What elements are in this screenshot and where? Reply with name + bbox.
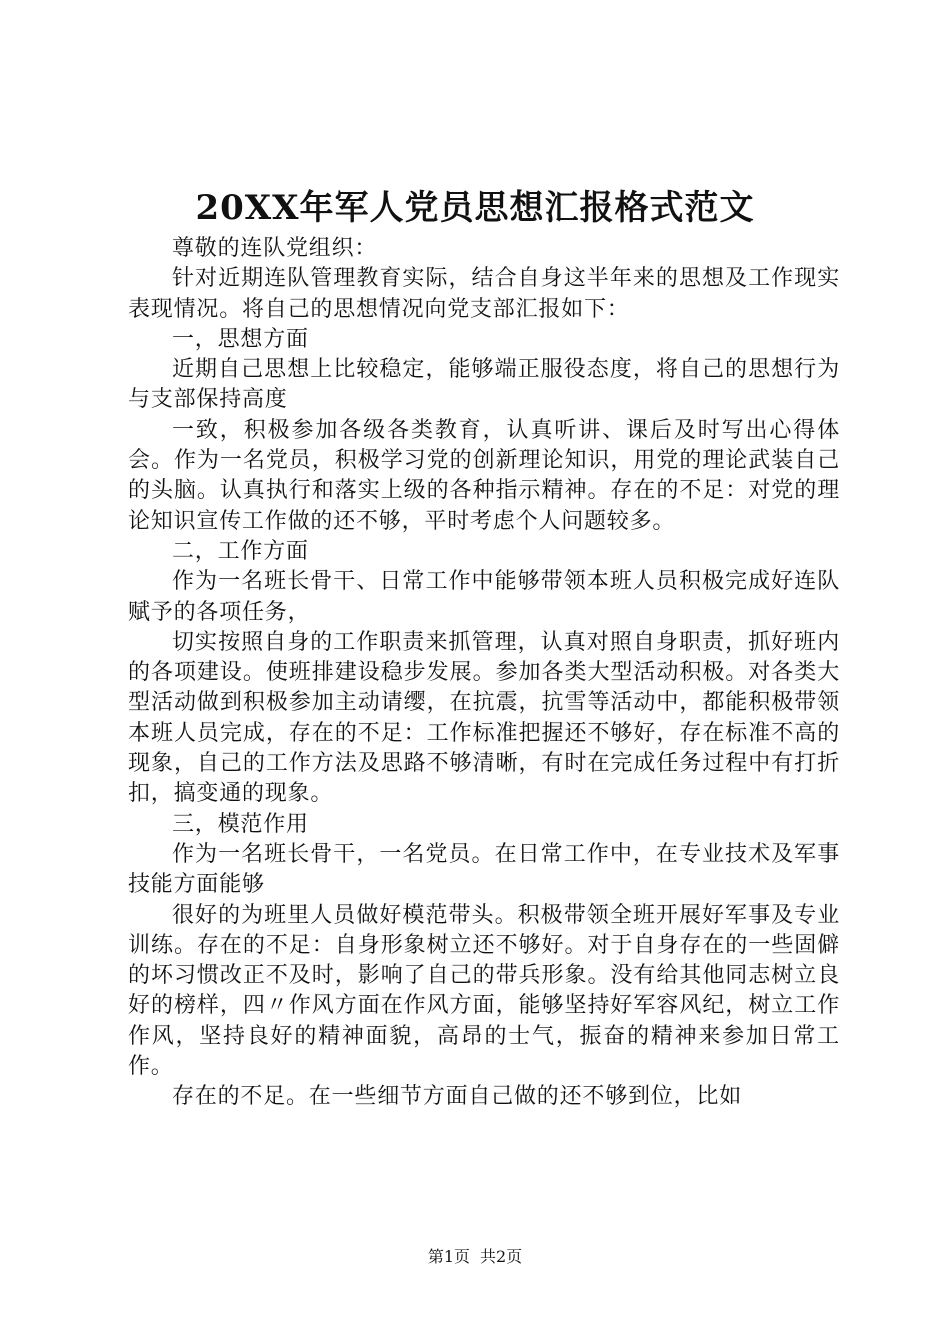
body-paragraph: 一致，积极参加各级各类教育，认真听讲、课后及时写出心得体会。作为一名党员，积极学习党的创新理论知识，用党的理论武装自己的头脑。认真执行和落实上级的各种指示精神。存在的不足：对党的理论知识宣传工作做的还不够，平时考虑个人问题较多。 [128,417,840,534]
body-paragraph: 针对近期连队管理教育实际，结合自身这半年来的思想及工作现实表现情况。将自己的思想情况向党支部汇报如下： [128,266,840,322]
page-number: 第1页 [427,1247,470,1266]
body-paragraph: 存在的不足。在一些细节方面自己做的还不够到位，比如 [172,1084,743,1110]
document-title: 20XX年军人党员思想汇报格式范文 [195,188,755,228]
section-heading: 二，工作方面 [172,538,309,564]
page-total: 共2页 [480,1247,523,1266]
body-paragraph: 作为一名班长骨干，一名党员。在日常工作中，在专业技术及军事技能方面能够 [128,841,840,898]
body-paragraph: 很好的为班里人员做好模范带头。积极带领全班开展好军事及专业训练。存在的不足：自身形象树立还不够好。对于自身存在的一些固僻的坏习惯改正不及时，影响了自己的带兵形象。没有给其他同志树立良好的榜样，四〃作风方面在作风方面，能够坚持好军容风纪，树立工作作风，坚持良好的精神面貌，高昂的士气，振奋的精神来参加日常工作。 [128,902,840,1080]
section-heading: 一，思想方面 [172,326,309,352]
salutation: 尊敬的连队党组织： [172,236,378,261]
body-paragraph: 作为一名班长骨干、日常工作中能够带领本班人员积极完成好连队赋予的各项任务， [128,569,840,625]
page-footer [0,1247,950,1267]
section-heading: 三，模范作用 [172,811,309,837]
body-paragraph: 切实按照自身的工作职责来抓管理，认真对照自身职责，抓好班内的各项建设。使班排建设稳步发展。参加各类大型活动积极。对各类大型活动做到积极参加主动请缨，在抗震，抗雪等活动中，都能积极带领本班人员完成，存在的不足：工作标准把握还不够好，存在标准不高的现象，自己的工作方法及思路不够清晰，有时在完成任务过程中有打折扣，搞变通的现象。 [128,629,840,807]
body-paragraph: 近期自己思想上比较稳定，能够端正服役态度，将自己的思想行为与支部保持高度 [128,357,840,413]
document-body [128,234,840,1113]
